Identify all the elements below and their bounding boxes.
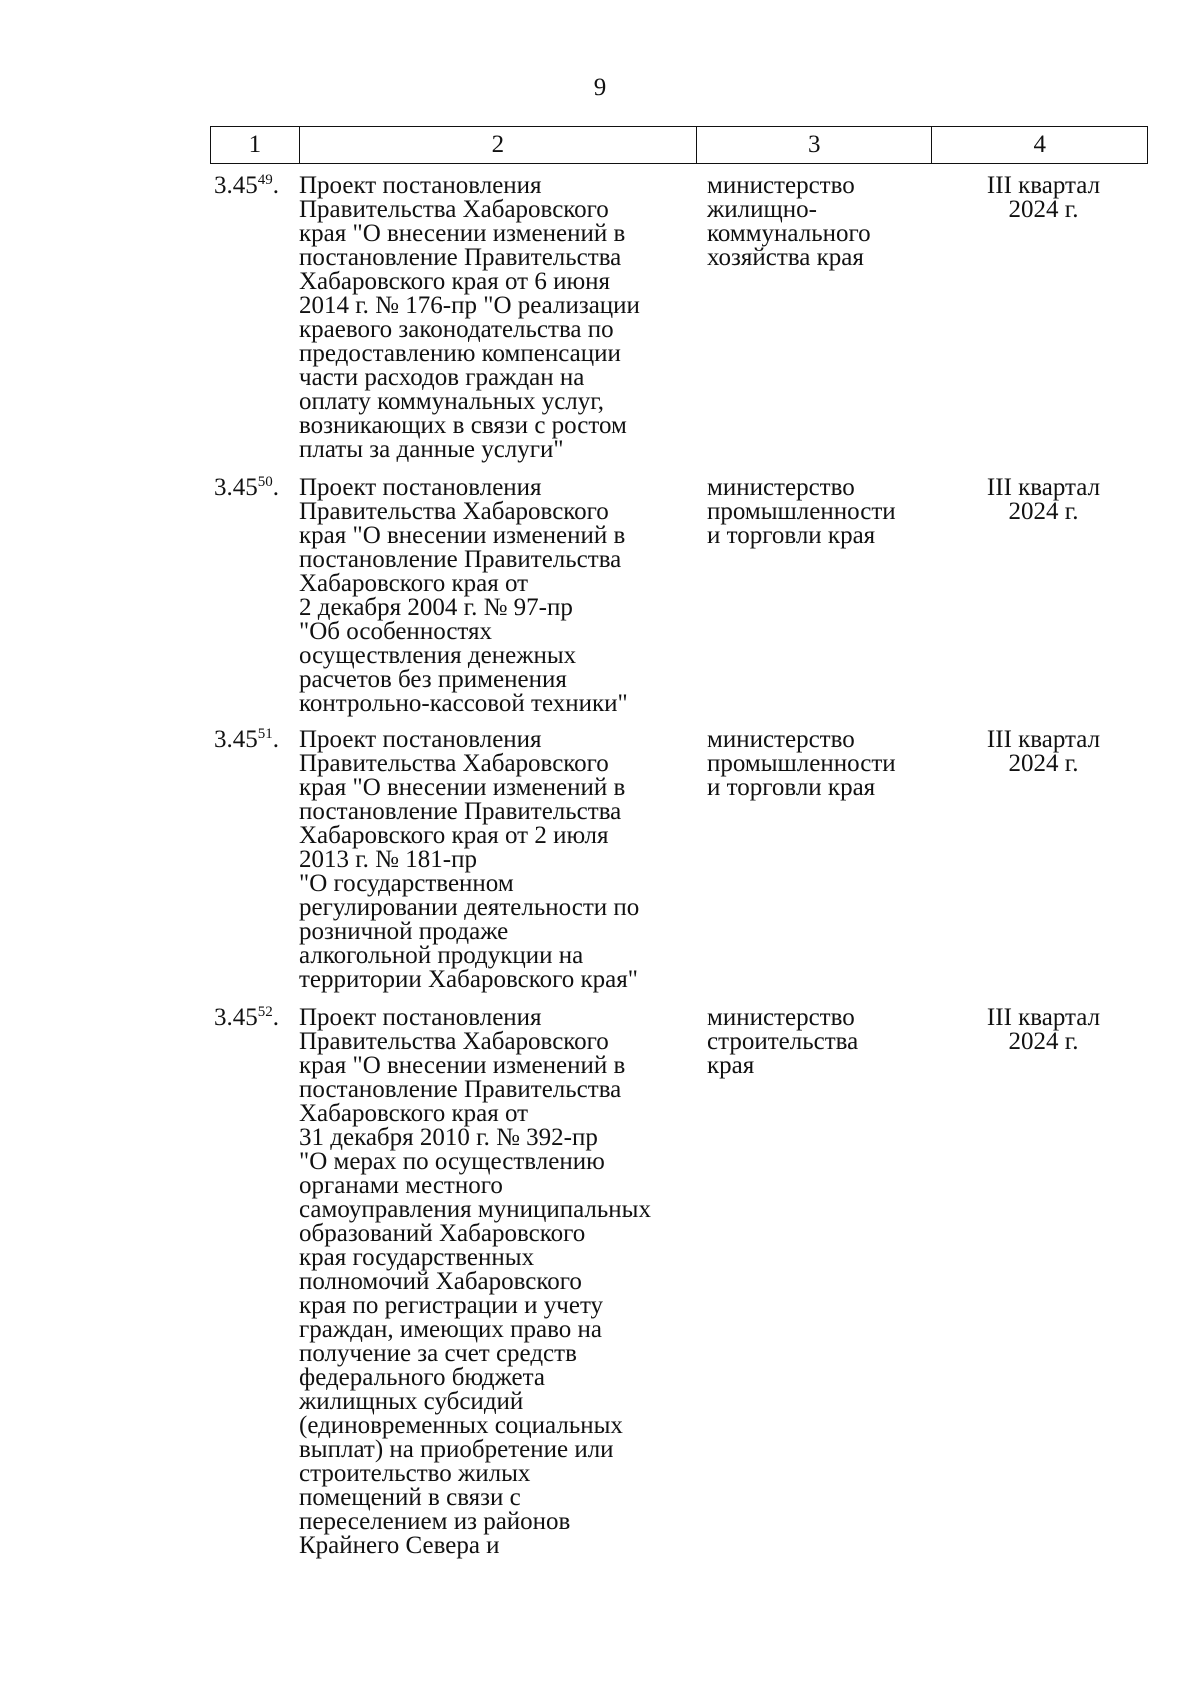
responsible-agency-line: и торговли края xyxy=(707,522,876,549)
responsible-agency xyxy=(697,476,933,548)
document-description-line: Правительства Хабаровского xyxy=(299,750,609,777)
document-description-line: постановление Правительства xyxy=(299,1076,622,1103)
document-description-line: края "О внесении изменений в xyxy=(299,774,626,801)
deadline-line: III квартал xyxy=(986,1004,1101,1031)
document-description-line: "О мерах по осуществлению xyxy=(299,1148,605,1175)
responsible-agency-line: министерство xyxy=(707,474,855,501)
responsible-agency-line: жилищно- xyxy=(707,196,817,223)
item-number-superscript: 52 xyxy=(257,1004,273,1020)
document-description-line: 31 декабря 2010 г. № 392-пр xyxy=(299,1124,598,1151)
item-number-base: 3.45 xyxy=(214,1004,258,1031)
responsible-agency-line: хозяйства края xyxy=(707,244,864,271)
item-number-base: 3.45 xyxy=(214,172,258,199)
item-number-suffix: . xyxy=(272,726,279,753)
document-description-line: органами местного xyxy=(299,1172,503,1199)
document-description-line: федерального бюджета xyxy=(299,1364,545,1391)
document-description xyxy=(299,174,697,462)
document-description-line: получение за счет средств xyxy=(299,1340,577,1367)
document-description-line: Проект постановления xyxy=(299,172,542,199)
item-number xyxy=(210,476,299,500)
item-number-suffix: . xyxy=(272,1004,279,1031)
document-description-line: строительство жилых xyxy=(299,1460,531,1487)
responsible-agency-line: промышленности xyxy=(707,750,896,777)
document-description-line: Проект постановления xyxy=(299,474,542,501)
deadline xyxy=(933,728,1148,776)
document-description-line: переселением из районов xyxy=(299,1508,571,1535)
document-description-line: предоставлению компенсации xyxy=(299,340,621,367)
document-description-line: края "О внесении изменений в xyxy=(299,220,626,247)
responsible-agency-line: строительства xyxy=(707,1028,859,1055)
document-description-line: алкогольной продукции на xyxy=(299,942,584,969)
deadline-line: 2024 г. xyxy=(1008,1028,1079,1055)
deadline-line: 2024 г. xyxy=(1008,498,1079,525)
document-description-line: граждан, имеющих право на xyxy=(299,1316,603,1343)
responsible-agency-line: края xyxy=(707,1052,755,1079)
document-description-line: Правительства Хабаровского xyxy=(299,1028,609,1055)
responsible-agency xyxy=(697,728,933,800)
document-description-line: края государственных xyxy=(299,1244,535,1271)
item-number-base: 3.45 xyxy=(214,726,258,753)
document-description-line: 2013 г. № 181-пр xyxy=(299,846,477,873)
table-row xyxy=(210,728,1148,1006)
table-body xyxy=(210,174,1148,1558)
document-description-line: выплат) на приобретение или xyxy=(299,1436,614,1463)
document-description-line: платы за данные услуги" xyxy=(299,436,564,463)
document-description-line: помещений в связи с xyxy=(299,1484,521,1511)
table-header-col-4: 4 xyxy=(1033,131,1046,158)
document-description-line: территории Хабаровского края" xyxy=(299,966,638,993)
item-number-base: 3.45 xyxy=(214,474,258,501)
document-description-line: полномочий Хабаровского xyxy=(299,1268,582,1295)
document-description-line: края по регистрации и учету xyxy=(299,1292,604,1319)
document-description-line: "Об особенностях xyxy=(299,618,493,645)
responsible-agency-line: министерство xyxy=(707,1004,855,1031)
responsible-agency xyxy=(697,1006,933,1078)
document-description xyxy=(299,728,697,992)
responsible-agency xyxy=(697,174,933,270)
document-description-line: края "О внесении изменений в xyxy=(299,522,626,549)
document-description-line: постановление Правительства xyxy=(299,546,622,573)
item-number-suffix: . xyxy=(272,172,279,199)
table-header-row xyxy=(210,126,1148,164)
document-description-line: Правительства Хабаровского xyxy=(299,498,609,525)
page-number: 9 xyxy=(593,74,607,101)
document-description-line: Проект постановления xyxy=(299,1004,542,1031)
document-description-line: края "О внесении изменений в xyxy=(299,1052,626,1079)
responsible-agency-line: и торговли края xyxy=(707,774,876,801)
item-number-superscript: 50 xyxy=(257,474,273,490)
deadline xyxy=(933,1006,1148,1054)
document-description-line: возникающих в связи с ростом xyxy=(299,412,627,439)
item-number-superscript: 51 xyxy=(257,726,273,742)
document-description-line: регулировании деятельности по xyxy=(299,894,640,921)
document-description-line: постановление Правительства xyxy=(299,798,622,825)
table-row xyxy=(210,476,1148,728)
document-description xyxy=(299,1006,697,1558)
table-header-col-3: 3 xyxy=(697,127,933,163)
document-description-line: 2 декабря 2004 г. № 97-пр xyxy=(299,594,573,621)
document-description-line: расчетов без применения xyxy=(299,666,567,693)
document-description-line: осуществления денежных xyxy=(299,642,577,669)
item-number-superscript: 49 xyxy=(257,172,273,188)
document-description-line: "О государственном xyxy=(299,870,514,897)
document-description-line: Крайнего Севера и xyxy=(299,1532,500,1559)
document-description-line: Хабаровского края от 6 июня xyxy=(299,268,610,295)
document-description xyxy=(299,476,697,716)
table-header-col-1: 1 xyxy=(211,127,300,163)
deadline-line: 2024 г. xyxy=(1008,196,1079,223)
document-description-line: краевого законодательства по xyxy=(299,316,614,343)
table-header-col-2: 2 xyxy=(300,127,697,163)
item-number xyxy=(210,728,299,752)
document-description-line: Хабаровского края от xyxy=(299,1100,529,1127)
document-description-line: постановление Правительства xyxy=(299,244,622,271)
document-description-line: Хабаровского края от 2 июля xyxy=(299,822,609,849)
responsible-agency-line: министерство xyxy=(707,726,855,753)
document-description-line: самоуправления муниципальных xyxy=(299,1196,651,1223)
document-description-line: части расходов граждан на xyxy=(299,364,585,391)
deadline-line: III квартал xyxy=(986,172,1101,199)
deadline-line: III квартал xyxy=(986,474,1101,501)
item-number xyxy=(210,174,299,198)
deadline xyxy=(933,174,1148,222)
item-number xyxy=(210,1006,299,1030)
responsible-agency-line: промышленности xyxy=(707,498,896,525)
deadline-line: 2024 г. xyxy=(1008,750,1079,777)
table-row xyxy=(210,1006,1148,1558)
document-description-line: розничной продаже xyxy=(299,918,509,945)
document-description-line: оплату коммунальных услуг, xyxy=(299,388,604,415)
deadline-line: III квартал xyxy=(986,726,1101,753)
item-number-suffix: . xyxy=(272,474,279,501)
document-description-line: (единовременных социальных xyxy=(299,1412,623,1439)
deadline xyxy=(933,476,1148,524)
document-description-line: образований Хабаровского xyxy=(299,1220,586,1247)
document-description-line: 2014 г. № 176-пр "О реализации xyxy=(299,292,640,319)
table-row xyxy=(210,174,1148,476)
responsible-agency-line: коммунального xyxy=(707,220,871,247)
document-description-line: жилищных субсидий xyxy=(299,1388,524,1415)
document-description-line: Проект постановления xyxy=(299,726,542,753)
document-description-line: Правительства Хабаровского xyxy=(299,196,609,223)
document-description-line: Хабаровского края от xyxy=(299,570,529,597)
responsible-agency-line: министерство xyxy=(707,172,855,199)
document-description-line: контрольно-кассовой техники" xyxy=(299,690,628,717)
